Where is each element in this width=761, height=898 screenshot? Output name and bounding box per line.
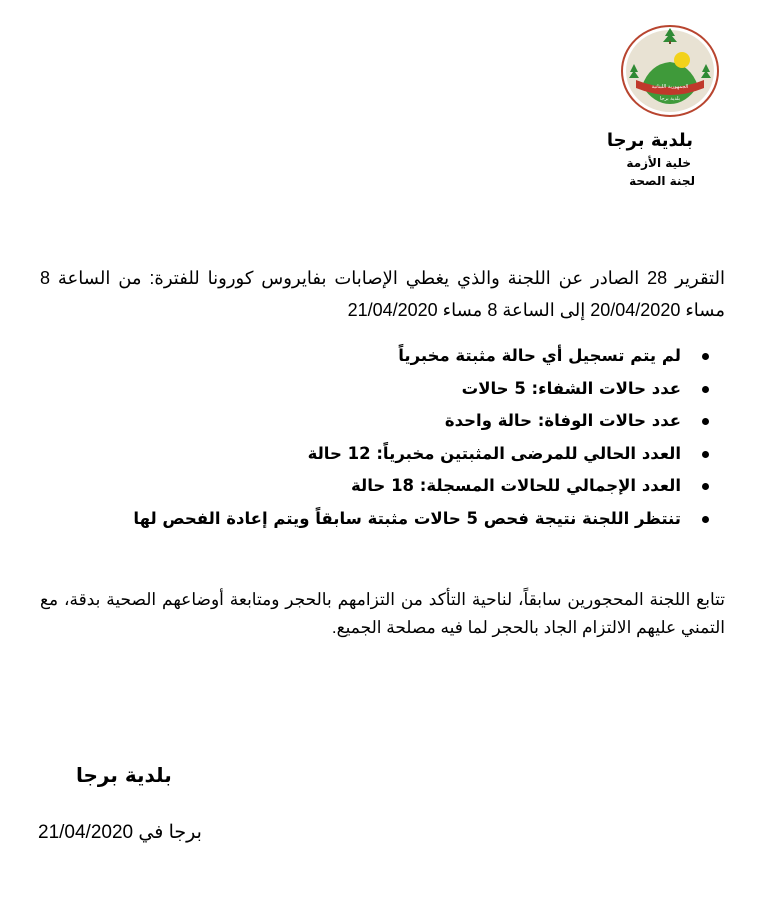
finding-text: لم يتم تسجيل أي حالة مثبتة مخبرياً — [398, 346, 681, 365]
committee-name: لجنة الصحة — [629, 174, 695, 188]
finding-text: عدد حالات الشفاء: 5 حالات — [461, 378, 681, 398]
bullet-icon — [702, 386, 709, 393]
org-name: بلدية برجا — [606, 130, 693, 151]
date-line: برجا في 21/04/2020 — [38, 822, 202, 843]
list-item — [40, 503, 687, 536]
list-item — [40, 470, 687, 503]
finding-text: العدد الإجمالي للحالات المسجلة: 18 حالة — [351, 476, 681, 495]
letterhead — [467, 128, 707, 190]
municipality-logo — [620, 24, 720, 119]
finding-text: العدد الحالي للمرضى المثبتين مخبرياً: 12 حالة — [307, 443, 681, 463]
unit-name: خلية الأزمة — [626, 156, 691, 170]
report-intro: التقرير 28 الصادر عن اللجنة والذي يغطي الإصابات بفايروس كورونا للفترة: من الساعة 8 مساء 20/04/2020 إلى الساعة 8 مساء 21/04/2020 — [40, 268, 725, 320]
bullet-icon — [702, 516, 709, 523]
finding-text: عدد حالات الوفاة: حالة واحدة — [444, 411, 681, 430]
list-item — [40, 340, 687, 373]
bullet-icon — [702, 483, 709, 490]
bullet-icon — [702, 353, 709, 360]
list-item — [40, 373, 687, 406]
findings-list — [40, 340, 711, 535]
bullet-icon — [702, 418, 709, 425]
logo-text-top: الجمهورية اللبنانية — [651, 84, 689, 90]
followup-paragraph: تتابع اللجنة المحجورين سابقاً، لناحية التأكد من التزامهم بالحجر ومتابعة أوضاعهم الصحية بدقة، مع التمني عليهم الالتزام الجاد بالحجر لما فيه مصلحة الجميع. — [40, 590, 725, 637]
list-item — [40, 405, 687, 438]
list-item — [40, 438, 687, 471]
logo-text-bottom: بلدية برجا — [659, 96, 681, 102]
signature: بلدية برجا — [76, 763, 172, 787]
finding-text: تنتظر اللجنة نتيجة فحص 5 حالات مثبتة سابقاً ويتم إعادة الفحص لها — [133, 508, 681, 528]
bullet-icon — [702, 451, 709, 458]
